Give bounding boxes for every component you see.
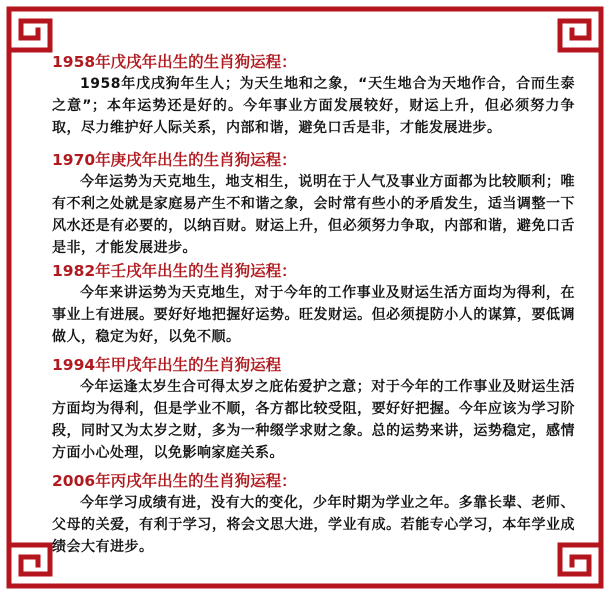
section-heading: 1982年壬戌年出生的生肖狗运程： [52, 262, 297, 280]
section-body: 1958年戊戌狗年生人；为天生地和之象，“天生地合为天地作合，合而生泰之意”；本年运势还是好的。今年事业方面发展较好，财运上升，但必须努力争取，尽力维护好人际关系，内部和谐，避免口舌是非，才能发展进步。 [52, 76, 575, 136]
section-heading: 2006年丙戌年出生的生肖狗运程： [52, 472, 297, 490]
fortune-section-1982 [52, 260, 575, 348]
fortune-section-1994 [52, 354, 575, 464]
section-body: 今年学习成绩有进，没有大的变化，少年时期为学业之年。多靠长辈、老师、父母的关爱，有利于学习，将会文思大进，学业有成。若能专心学习，本年学业成绩会大有进步。 [52, 495, 575, 555]
fortune-section-2006 [52, 470, 575, 558]
section-heading: 1970年庚戌年出生的生肖狗运程： [52, 151, 297, 169]
fortune-section-1970 [52, 149, 575, 259]
section-body: 今年运逢太岁生合可得太岁之庇佑爱护之意；对于今年的工作事业及财运生活方面均为得利，但是学业不顺，各方都比较受阻，要好好把握。今年应该为学习阶段，同时又为太岁之财，多为一种缀学求财之象。总的运势来讲，运势稳定，感情方面小心处理，以免影响家庭关系。 [52, 379, 575, 461]
section-body: 今年来讲运势为天克地生，对于今年的工作事业及财运生活方面均为得利，在事业上有进展。要好好地把握好运势。旺发财运。但必须提防小人的谋算，要低调做人，稳定为好，以免不顺。 [52, 285, 575, 345]
section-heading: 1958年戊戌年出生的生肖狗运程： [52, 53, 297, 71]
section-body: 今年运势为天克地生，地支相生，说明在于人气及事业方面都为比较顺利；唯有不利之处就是家庭易产生不和谐之象，会时常有些小的矛盾发生，适当调整一下风水还是有必要的，以纳百财。财运上升，但必须努力争取，内部和谐，避免口舌是非，才能发展进步。 [52, 174, 575, 256]
fortune-section-1958 [52, 51, 575, 139]
section-heading: 1994年甲戌年出生的生肖狗运程 [52, 356, 282, 374]
